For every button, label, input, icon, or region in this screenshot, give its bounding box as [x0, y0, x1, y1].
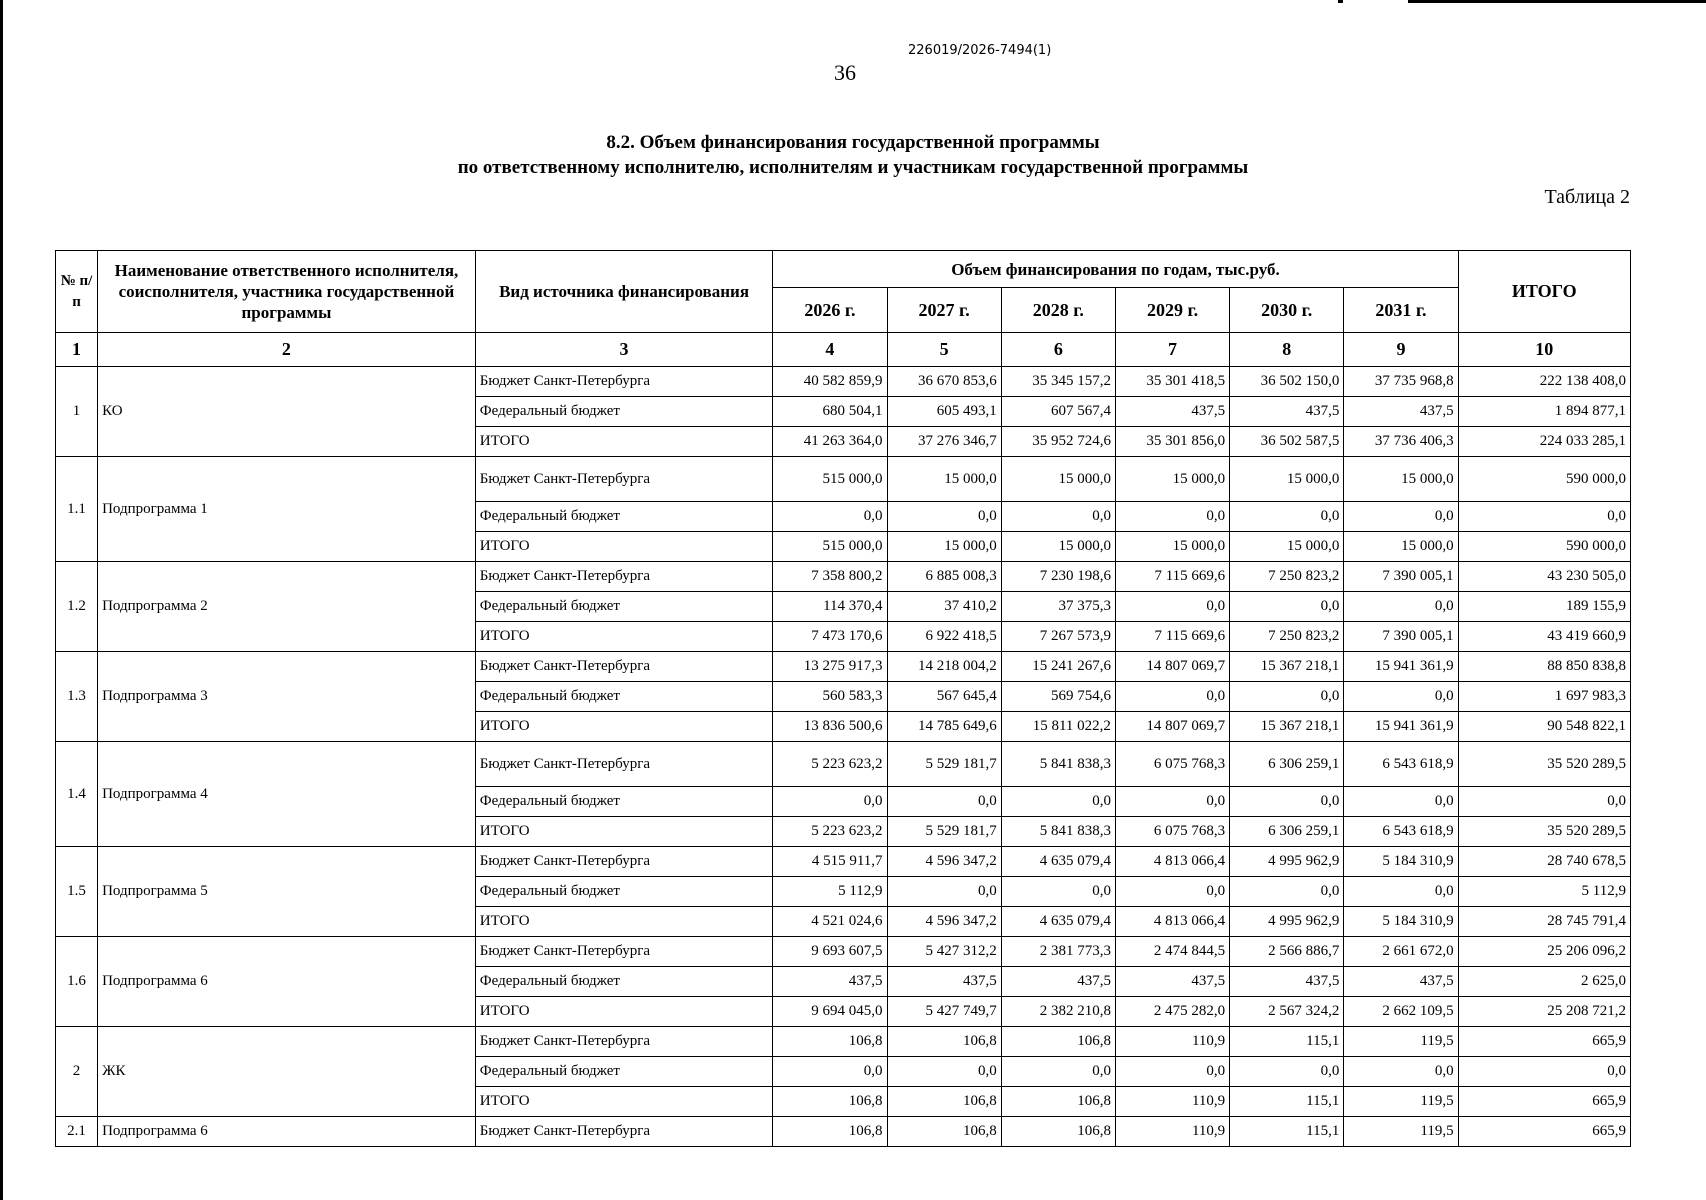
year-value: 0,0 — [1115, 787, 1229, 817]
row-total: 665,9 — [1458, 1117, 1630, 1147]
executor-name: Подпрограмма 6 — [98, 1117, 476, 1147]
year-value: 0,0 — [773, 1057, 887, 1087]
funding-source: ИТОГО — [475, 997, 773, 1027]
year-value: 6 306 259,1 — [1230, 817, 1344, 847]
year-value: 2 567 324,2 — [1230, 997, 1344, 1027]
funding-source: Бюджет Санкт-Петербурга — [475, 937, 773, 967]
year-value: 437,5 — [1230, 397, 1344, 427]
funding-source: Бюджет Санкт-Петербурга — [475, 562, 773, 592]
year-value: 15 000,0 — [1230, 457, 1344, 502]
executor-name: Подпрограмма 4 — [98, 742, 476, 847]
year-value: 4 635 079,4 — [1001, 907, 1115, 937]
year-value: 0,0 — [1001, 787, 1115, 817]
funding-source: Бюджет Санкт-Петербурга — [475, 847, 773, 877]
year-value: 15 000,0 — [1344, 457, 1458, 502]
column-number: 9 — [1344, 333, 1458, 367]
year-value: 7 358 800,2 — [773, 562, 887, 592]
row-total: 665,9 — [1458, 1087, 1630, 1117]
year-value: 6 885 008,3 — [887, 562, 1001, 592]
funding-source: Федеральный бюджет — [475, 592, 773, 622]
year-value: 0,0 — [887, 502, 1001, 532]
year-value: 0,0 — [1230, 682, 1344, 712]
funding-source: Бюджет Санкт-Петербурга — [475, 742, 773, 787]
funding-source: Федеральный бюджет — [475, 502, 773, 532]
table-row — [56, 367, 1631, 397]
year-value: 106,8 — [887, 1117, 1001, 1147]
year-value: 0,0 — [1344, 1057, 1458, 1087]
year-value: 7 115 669,6 — [1115, 622, 1229, 652]
row-number: 1.4 — [56, 742, 98, 847]
year-value: 41 263 364,0 — [773, 427, 887, 457]
row-total: 222 138 408,0 — [1458, 367, 1630, 397]
year-value: 110,9 — [1115, 1027, 1229, 1057]
year-value: 5 841 838,3 — [1001, 817, 1115, 847]
year-value: 7 230 198,6 — [1001, 562, 1115, 592]
year-value: 4 521 024,6 — [773, 907, 887, 937]
year-value: 15 941 361,9 — [1344, 652, 1458, 682]
header-year: 2027 г. — [887, 288, 1001, 333]
year-value: 106,8 — [1001, 1087, 1115, 1117]
year-value: 15 000,0 — [1230, 532, 1344, 562]
year-value: 15 000,0 — [1001, 457, 1115, 502]
year-value: 106,8 — [773, 1087, 887, 1117]
year-value: 437,5 — [1230, 967, 1344, 997]
year-value: 5 223 623,2 — [773, 742, 887, 787]
year-value: 6 075 768,3 — [1115, 742, 1229, 787]
row-total: 5 112,9 — [1458, 877, 1630, 907]
year-value: 2 474 844,5 — [1115, 937, 1229, 967]
year-value: 37 375,3 — [1001, 592, 1115, 622]
table-row — [56, 1117, 1631, 1147]
year-value: 15 000,0 — [887, 532, 1001, 562]
funding-source: Федеральный бюджет — [475, 1057, 773, 1087]
row-total: 0,0 — [1458, 1057, 1630, 1087]
funding-source: ИТОГО — [475, 817, 773, 847]
funding-source: Бюджет Санкт-Петербурга — [475, 457, 773, 502]
section-title-line2: по ответственному исполнителю, исполнителям и участникам государственной программы — [457, 157, 1249, 178]
year-value: 5 841 838,3 — [1001, 742, 1115, 787]
column-number: 7 — [1115, 333, 1229, 367]
scan-left-edge — [0, 0, 3, 1200]
year-value: 560 583,3 — [773, 682, 887, 712]
year-value: 5 184 310,9 — [1344, 847, 1458, 877]
row-total: 224 033 285,1 — [1458, 427, 1630, 457]
column-number: 4 — [773, 333, 887, 367]
year-value: 37 410,2 — [887, 592, 1001, 622]
year-value: 4 596 347,2 — [887, 847, 1001, 877]
funding-source: Федеральный бюджет — [475, 397, 773, 427]
year-value: 437,5 — [1001, 967, 1115, 997]
year-value: 5 184 310,9 — [1344, 907, 1458, 937]
year-value: 9 693 607,5 — [773, 937, 887, 967]
year-value: 6 306 259,1 — [1230, 742, 1344, 787]
header-year: 2029 г. — [1115, 288, 1229, 333]
year-value: 2 566 886,7 — [1230, 937, 1344, 967]
funding-source: Федеральный бюджет — [475, 967, 773, 997]
executor-name: КО — [98, 367, 476, 457]
funding-source: ИТОГО — [475, 622, 773, 652]
year-value: 0,0 — [1344, 682, 1458, 712]
financing-table — [55, 250, 1631, 1147]
table-body — [56, 367, 1631, 1147]
column-number: 1 — [56, 333, 98, 367]
year-value: 437,5 — [887, 967, 1001, 997]
year-value: 567 645,4 — [887, 682, 1001, 712]
header-total: ИТОГО — [1458, 251, 1630, 333]
registration-number: 226019/2026-7494(1) — [908, 43, 1052, 58]
funding-source: Федеральный бюджет — [475, 787, 773, 817]
year-value: 15 000,0 — [1115, 457, 1229, 502]
year-value: 13 836 500,6 — [773, 712, 887, 742]
year-value: 15 241 267,6 — [1001, 652, 1115, 682]
year-value: 0,0 — [1230, 877, 1344, 907]
table-caption: Таблица 2 — [1544, 186, 1630, 208]
year-value: 2 382 210,8 — [1001, 997, 1115, 1027]
year-value: 15 941 361,9 — [1344, 712, 1458, 742]
funding-source: Бюджет Санкт-Петербурга — [475, 1117, 773, 1147]
row-total: 189 155,9 — [1458, 592, 1630, 622]
year-value: 0,0 — [1344, 592, 1458, 622]
year-value: 680 504,1 — [773, 397, 887, 427]
row-number: 1.6 — [56, 937, 98, 1027]
column-number: 5 — [887, 333, 1001, 367]
year-value: 0,0 — [1344, 877, 1458, 907]
year-value: 4 995 962,9 — [1230, 847, 1344, 877]
year-value: 35 301 418,5 — [1115, 367, 1229, 397]
year-value: 437,5 — [1344, 397, 1458, 427]
row-number: 1 — [56, 367, 98, 457]
row-total: 0,0 — [1458, 787, 1630, 817]
year-value: 0,0 — [773, 787, 887, 817]
year-value: 119,5 — [1344, 1117, 1458, 1147]
year-value: 4 813 066,4 — [1115, 907, 1229, 937]
year-value: 14 807 069,7 — [1115, 652, 1229, 682]
header-year: 2028 г. — [1001, 288, 1115, 333]
year-value: 0,0 — [1344, 787, 1458, 817]
row-number: 1.1 — [56, 457, 98, 562]
year-value: 14 785 649,6 — [887, 712, 1001, 742]
year-value: 6 922 418,5 — [887, 622, 1001, 652]
row-total: 590 000,0 — [1458, 532, 1630, 562]
row-total: 90 548 822,1 — [1458, 712, 1630, 742]
header-source: Вид источника финансирования — [475, 251, 773, 333]
table-row — [56, 1027, 1631, 1057]
row-number: 1.2 — [56, 562, 98, 652]
year-value: 35 952 724,6 — [1001, 427, 1115, 457]
year-value: 0,0 — [887, 877, 1001, 907]
year-value: 15 367 218,1 — [1230, 652, 1344, 682]
header-year: 2026 г. — [773, 288, 887, 333]
year-value: 4 635 079,4 — [1001, 847, 1115, 877]
column-number: 2 — [98, 333, 476, 367]
year-value: 115,1 — [1230, 1087, 1344, 1117]
executor-name: ЖК — [98, 1027, 476, 1117]
year-value: 0,0 — [1115, 502, 1229, 532]
year-value: 7 390 005,1 — [1344, 622, 1458, 652]
year-value: 0,0 — [887, 787, 1001, 817]
year-value: 15 000,0 — [1001, 532, 1115, 562]
year-value: 515 000,0 — [773, 457, 887, 502]
year-value: 106,8 — [773, 1117, 887, 1147]
row-total: 25 206 096,2 — [1458, 937, 1630, 967]
row-total: 1 697 983,3 — [1458, 682, 1630, 712]
executor-name: Подпрограмма 2 — [98, 562, 476, 652]
executor-name: Подпрограмма 1 — [98, 457, 476, 562]
executor-name: Подпрограмма 6 — [98, 937, 476, 1027]
row-total: 35 520 289,5 — [1458, 742, 1630, 787]
year-value: 2 475 282,0 — [1115, 997, 1229, 1027]
page-number: 36 — [834, 60, 856, 85]
funding-source: Бюджет Санкт-Петербурга — [475, 367, 773, 397]
scan-top-bar — [1408, 0, 1706, 3]
year-value: 4 515 911,7 — [773, 847, 887, 877]
year-value: 515 000,0 — [773, 532, 887, 562]
row-total: 35 520 289,5 — [1458, 817, 1630, 847]
funding-source: Бюджет Санкт-Петербурга — [475, 652, 773, 682]
header-year: 2031 г. — [1344, 288, 1458, 333]
year-value: 0,0 — [1344, 502, 1458, 532]
year-value: 106,8 — [1001, 1117, 1115, 1147]
year-value: 0,0 — [1001, 502, 1115, 532]
row-total: 2 625,0 — [1458, 967, 1630, 997]
year-value: 35 301 856,0 — [1115, 427, 1229, 457]
funding-source: ИТОГО — [475, 1087, 773, 1117]
year-value: 0,0 — [1230, 787, 1344, 817]
year-value: 6 543 618,9 — [1344, 817, 1458, 847]
year-value: 106,8 — [1001, 1027, 1115, 1057]
table-header — [56, 251, 1631, 367]
year-value: 5 427 312,2 — [887, 937, 1001, 967]
year-value: 437,5 — [773, 967, 887, 997]
funding-source: ИТОГО — [475, 712, 773, 742]
column-number: 3 — [475, 333, 773, 367]
year-value: 0,0 — [1115, 682, 1229, 712]
row-total: 43 230 505,0 — [1458, 562, 1630, 592]
year-value: 6 543 618,9 — [1344, 742, 1458, 787]
year-value: 437,5 — [1115, 967, 1229, 997]
scan-top-mark — [1338, 0, 1343, 3]
year-value: 7 390 005,1 — [1344, 562, 1458, 592]
year-value: 5 427 749,7 — [887, 997, 1001, 1027]
year-value: 9 694 045,0 — [773, 997, 887, 1027]
year-value: 37 735 968,8 — [1344, 367, 1458, 397]
header-year: 2030 г. — [1230, 288, 1344, 333]
year-value: 0,0 — [1115, 1057, 1229, 1087]
year-value: 37 276 346,7 — [887, 427, 1001, 457]
header-volume: Объем финансирования по годам, тыс.руб. — [773, 251, 1458, 288]
year-value: 36 670 853,6 — [887, 367, 1001, 397]
row-total: 88 850 838,8 — [1458, 652, 1630, 682]
year-value: 437,5 — [1115, 397, 1229, 427]
year-value: 5 529 181,7 — [887, 742, 1001, 787]
year-value: 0,0 — [773, 502, 887, 532]
year-value: 0,0 — [1001, 1057, 1115, 1087]
year-value: 0,0 — [1115, 877, 1229, 907]
year-value: 14 807 069,7 — [1115, 712, 1229, 742]
column-number: 10 — [1458, 333, 1630, 367]
year-value: 7 473 170,6 — [773, 622, 887, 652]
year-value: 0,0 — [1230, 592, 1344, 622]
year-value: 5 223 623,2 — [773, 817, 887, 847]
year-value: 605 493,1 — [887, 397, 1001, 427]
row-total: 590 000,0 — [1458, 457, 1630, 502]
year-value: 110,9 — [1115, 1117, 1229, 1147]
year-value: 6 075 768,3 — [1115, 817, 1229, 847]
year-value: 119,5 — [1344, 1087, 1458, 1117]
header-num: № п/п — [56, 251, 98, 333]
year-value: 36 502 587,5 — [1230, 427, 1344, 457]
year-value: 4 813 066,4 — [1115, 847, 1229, 877]
year-value: 2 381 773,3 — [1001, 937, 1115, 967]
table-row — [56, 562, 1631, 592]
year-value: 0,0 — [1230, 1057, 1344, 1087]
year-value: 37 736 406,3 — [1344, 427, 1458, 457]
year-value: 115,1 — [1230, 1027, 1344, 1057]
row-number: 1.5 — [56, 847, 98, 937]
year-value: 2 662 109,5 — [1344, 997, 1458, 1027]
row-total: 28 745 791,4 — [1458, 907, 1630, 937]
year-value: 110,9 — [1115, 1087, 1229, 1117]
funding-source: ИТОГО — [475, 532, 773, 562]
row-number: 2.1 — [56, 1117, 98, 1147]
executor-name: Подпрограмма 5 — [98, 847, 476, 937]
column-number: 6 — [1001, 333, 1115, 367]
year-value: 0,0 — [887, 1057, 1001, 1087]
row-number: 2 — [56, 1027, 98, 1117]
year-value: 36 502 150,0 — [1230, 367, 1344, 397]
row-number: 1.3 — [56, 652, 98, 742]
executor-name: Подпрограмма 3 — [98, 652, 476, 742]
funding-source: Федеральный бюджет — [475, 877, 773, 907]
year-value: 0,0 — [1230, 502, 1344, 532]
year-value: 4 596 347,2 — [887, 907, 1001, 937]
header-name: Наименование ответственного исполнителя, соисполнителя, участника государственной программы — [98, 251, 476, 333]
year-value: 7 250 823,2 — [1230, 622, 1344, 652]
row-total: 25 208 721,2 — [1458, 997, 1630, 1027]
year-value: 0,0 — [1001, 877, 1115, 907]
year-value: 106,8 — [773, 1027, 887, 1057]
row-total: 43 419 660,9 — [1458, 622, 1630, 652]
year-value: 106,8 — [887, 1087, 1001, 1117]
year-value: 7 250 823,2 — [1230, 562, 1344, 592]
funding-source: Бюджет Санкт-Петербурга — [475, 1027, 773, 1057]
year-value: 13 275 917,3 — [773, 652, 887, 682]
year-value: 5 112,9 — [773, 877, 887, 907]
row-total: 1 894 877,1 — [1458, 397, 1630, 427]
section-title-line1: 8.2. Объем финансирования государственной программы — [606, 132, 1100, 153]
year-value: 114 370,4 — [773, 592, 887, 622]
section-title — [0, 130, 1706, 180]
funding-source: Федеральный бюджет — [475, 682, 773, 712]
year-value: 35 345 157,2 — [1001, 367, 1115, 397]
year-value: 7 267 573,9 — [1001, 622, 1115, 652]
table-row — [56, 652, 1631, 682]
year-value: 106,8 — [887, 1027, 1001, 1057]
year-value: 15 811 022,2 — [1001, 712, 1115, 742]
year-value: 15 367 218,1 — [1230, 712, 1344, 742]
year-value: 569 754,6 — [1001, 682, 1115, 712]
year-value: 7 115 669,6 — [1115, 562, 1229, 592]
year-value: 607 567,4 — [1001, 397, 1115, 427]
year-value: 5 529 181,7 — [887, 817, 1001, 847]
column-number: 8 — [1230, 333, 1344, 367]
year-value: 115,1 — [1230, 1117, 1344, 1147]
year-value: 40 582 859,9 — [773, 367, 887, 397]
year-value: 15 000,0 — [1344, 532, 1458, 562]
year-value: 437,5 — [1344, 967, 1458, 997]
year-value: 2 661 672,0 — [1344, 937, 1458, 967]
year-value: 0,0 — [1115, 592, 1229, 622]
funding-source: ИТОГО — [475, 907, 773, 937]
table-row — [56, 742, 1631, 787]
year-value: 15 000,0 — [1115, 532, 1229, 562]
year-value: 15 000,0 — [887, 457, 1001, 502]
table-row — [56, 937, 1631, 967]
year-value: 4 995 962,9 — [1230, 907, 1344, 937]
year-value: 119,5 — [1344, 1027, 1458, 1057]
row-total: 665,9 — [1458, 1027, 1630, 1057]
row-total: 0,0 — [1458, 502, 1630, 532]
table-row — [56, 457, 1631, 502]
year-value: 14 218 004,2 — [887, 652, 1001, 682]
table-row — [56, 847, 1631, 877]
row-total: 28 740 678,5 — [1458, 847, 1630, 877]
funding-source: ИТОГО — [475, 427, 773, 457]
